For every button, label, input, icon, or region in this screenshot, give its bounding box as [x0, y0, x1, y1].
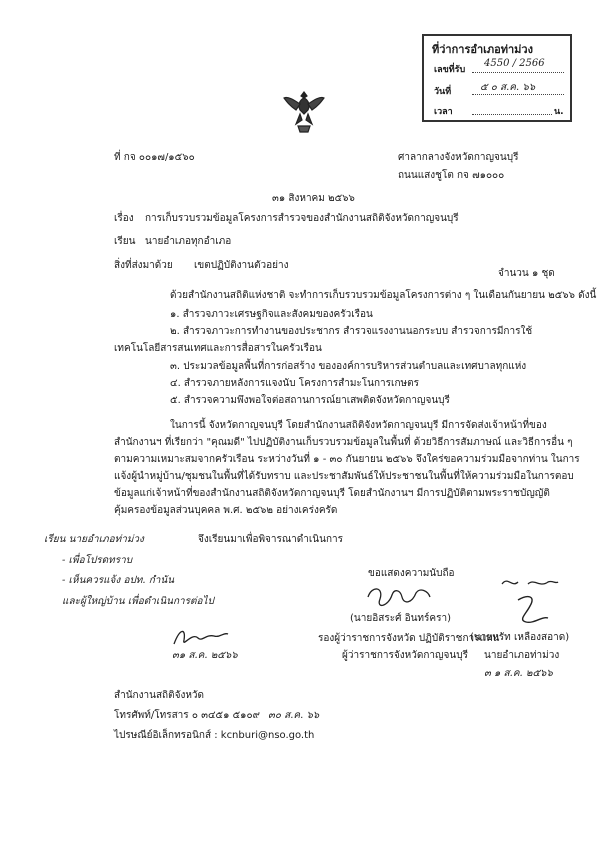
survey-item-2-continued: เทคโนโลยีสารสนเทศและการสื่อสารในครัวเรือน — [114, 343, 322, 354]
stamp-time-line — [472, 114, 552, 115]
paragraph-line-4: แจ้งผู้นำหมู่บ้าน/ชุมชนในพื้นที่ได้รับทราบ และประชาสัมพันธ์ให้ประชาชนในพื้นที่ให้ความร่วมมือในการตอบ — [114, 471, 574, 482]
initials-mark — [500, 574, 560, 592]
stamp-title: ที่ว่าการอำเภอท่าม่วง — [432, 43, 533, 56]
enclosure-quantity: จำนวน ๑ ชุด — [498, 268, 555, 279]
stamp-receipt-line — [472, 72, 564, 73]
handwritten-phone-note: ๓๐ ส.ค. ๖๖ — [268, 710, 320, 721]
footer-phone: โทรศัพท์/โทรสาร ๐ ๓๔๕๑ ๕๑๐๙ — [114, 710, 260, 721]
subject-label: เรื่อง — [114, 213, 134, 224]
subject-text: การเก็บรวบรวมข้อมูลโครงการสำรวจของสำนักงานสถิติจังหวัดกาญจนบุรี — [145, 213, 459, 224]
enclosure-text: เขตปฏิบัติงานตัวอย่าง — [194, 260, 289, 271]
stamp-receipt-label: เลขที่รับ — [434, 65, 466, 75]
district-chief-name: (นายหรัท เหลืองสอาด) — [470, 632, 570, 643]
paragraph-line-3: ตามความเหมาะสมจากครัวเรือน ระหว่างวันที่ ๑ - ๓๐ กันยายน ๒๕๖๖ จึงใคร่ขอความร่วมมือจากท่าน ในการ — [114, 454, 580, 465]
survey-item-5: ๕. สำรวจความพึงพอใจต่อสถานการณ์ยาเสพติดจังหวัดกาญจนบุรี — [170, 395, 450, 406]
stamp-time-label: เวลา — [434, 107, 453, 117]
district-chief-date: ๓ ๑ ส.ค. ๒๕๖๖ — [484, 668, 553, 679]
stamp-date-label: วันที่ — [434, 87, 452, 97]
handwritten-date-left: ๓๑ ส.ค. ๒๕๖๖ — [172, 650, 238, 661]
survey-item-3: ๓. ประมวลข้อมูลพื้นที่การก่อสร้าง ขององค์การบริหารส่วนตำบลและเทศบาลทุกแห่ง — [170, 361, 527, 372]
survey-item-4: ๔. สำรวจภายหลังการแจงนับ โครงการสำมะโนการเกษตร — [170, 378, 419, 389]
handwritten-note-2: - เห็นควรแจ้ง อปท. กำนัน — [62, 575, 175, 586]
footer-office: สำนักงานสถิติจังหวัด — [114, 690, 205, 701]
survey-item-1: ๑. สำรวจภาวะเศรษฐกิจและสังคมของครัวเรือน — [170, 309, 373, 320]
signatory-title-1: รองผู้ว่าราชการจังหวัด ปฏิบัติราชการแทน — [318, 633, 500, 644]
paragraph-line-5: ข้อมูลแก่เจ้าหน้าที่ของสำนักงานสถิติจังหวัดกาญจนบุรี โดยสำนักงานฯ มีการปฏิบัติตามพระราชบัญญัติ — [114, 488, 550, 499]
handwritten-note-3: และผู้ใหญ่บ้าน เพื่อดำเนินการต่อไป — [62, 596, 214, 607]
garuda-emblem-icon — [282, 88, 326, 134]
letter-date: ๓๑ สิงหาคม ๒๕๖๖ — [272, 193, 355, 204]
recipient-text: นายอำเภอทุกอำเภอ — [145, 236, 232, 247]
signature-district-chief — [508, 592, 554, 626]
sender-address-line1: ศาลากลางจังหวัดกาญจนบุรี — [398, 152, 519, 163]
handwritten-note-1: - เพื่อโปรดทราบ — [62, 555, 133, 566]
intro-paragraph: ด้วยสำนักงานสถิติแห่งชาติ จะทำการเก็บรวบรวมข้อมูลโครงการต่าง ๆ ในเดือนกันยายน ๒๕๖๖ ดังนี้ — [170, 290, 597, 301]
stamp-receipt-value: 4550 / 2566 — [484, 58, 545, 69]
paragraph-line-2: สำนักงานฯ ที่เรียกว่า "คุณมดี" ไปปฏิบัติงานเก็บรวบรวมข้อมูลในพื้นที่ ด้วยวิธีการสัมภาษณ์ และวิธีการอื่น ๆ — [114, 437, 573, 448]
receipt-stamp — [422, 34, 572, 122]
survey-item-2: ๒. สำรวจภาวะการทำงานของประชากร สำรวจแรงงานนอกระบบ สำรวจการมีการใช้ — [170, 326, 533, 337]
regards-text: ขอแสดงความนับถือ — [368, 568, 455, 579]
closing-request: จึงเรียนมาเพื่อพิจารณาดำเนินการ — [198, 534, 344, 545]
handwritten-to-line: เรียน นายอำเภอท่าม่วง — [44, 534, 144, 545]
paragraph-line-6: คุ้มครองข้อมูลส่วนบุคคล พ.ศ. ๒๕๖๒ อย่างเคร่งครัด — [114, 505, 338, 516]
paragraph-line-1: ในการนี้ จังหวัดกาญจนบุรี โดยสำนักงานสถิติจังหวัดกาญจนบุรี มีการจัดส่งเจ้าหน้าที่ของ — [170, 420, 547, 431]
recipient-label: เรียน — [114, 236, 136, 247]
reference-number: ที่ กจ ๐๐๑๗/๑๕๖๐ — [114, 152, 195, 163]
district-chief-title: นายอำเภอท่าม่วง — [484, 650, 560, 661]
sender-address-line2: ถนนแสงชูโต กจ ๗๑๐๐๐ — [398, 170, 505, 181]
signature-vice-governor — [364, 583, 434, 611]
footer-email: ไปรษณีย์อิเล็กทรอนิกส์ : kcnburi@nso.go.th — [114, 730, 315, 741]
handwritten-signature-left — [170, 624, 230, 652]
enclosure-label: สิ่งที่ส่งมาด้วย — [114, 260, 173, 271]
signatory-title-2: ผู้ว่าราชการจังหวัดกาญจนบุรี — [342, 650, 468, 661]
stamp-time-suffix: น. — [554, 107, 564, 117]
stamp-date-value: ๕ ๐ ส.ค. ๖๖ — [480, 82, 536, 93]
signatory-name: (นายอิสระศ์ อินทร์ครา) — [350, 613, 451, 624]
